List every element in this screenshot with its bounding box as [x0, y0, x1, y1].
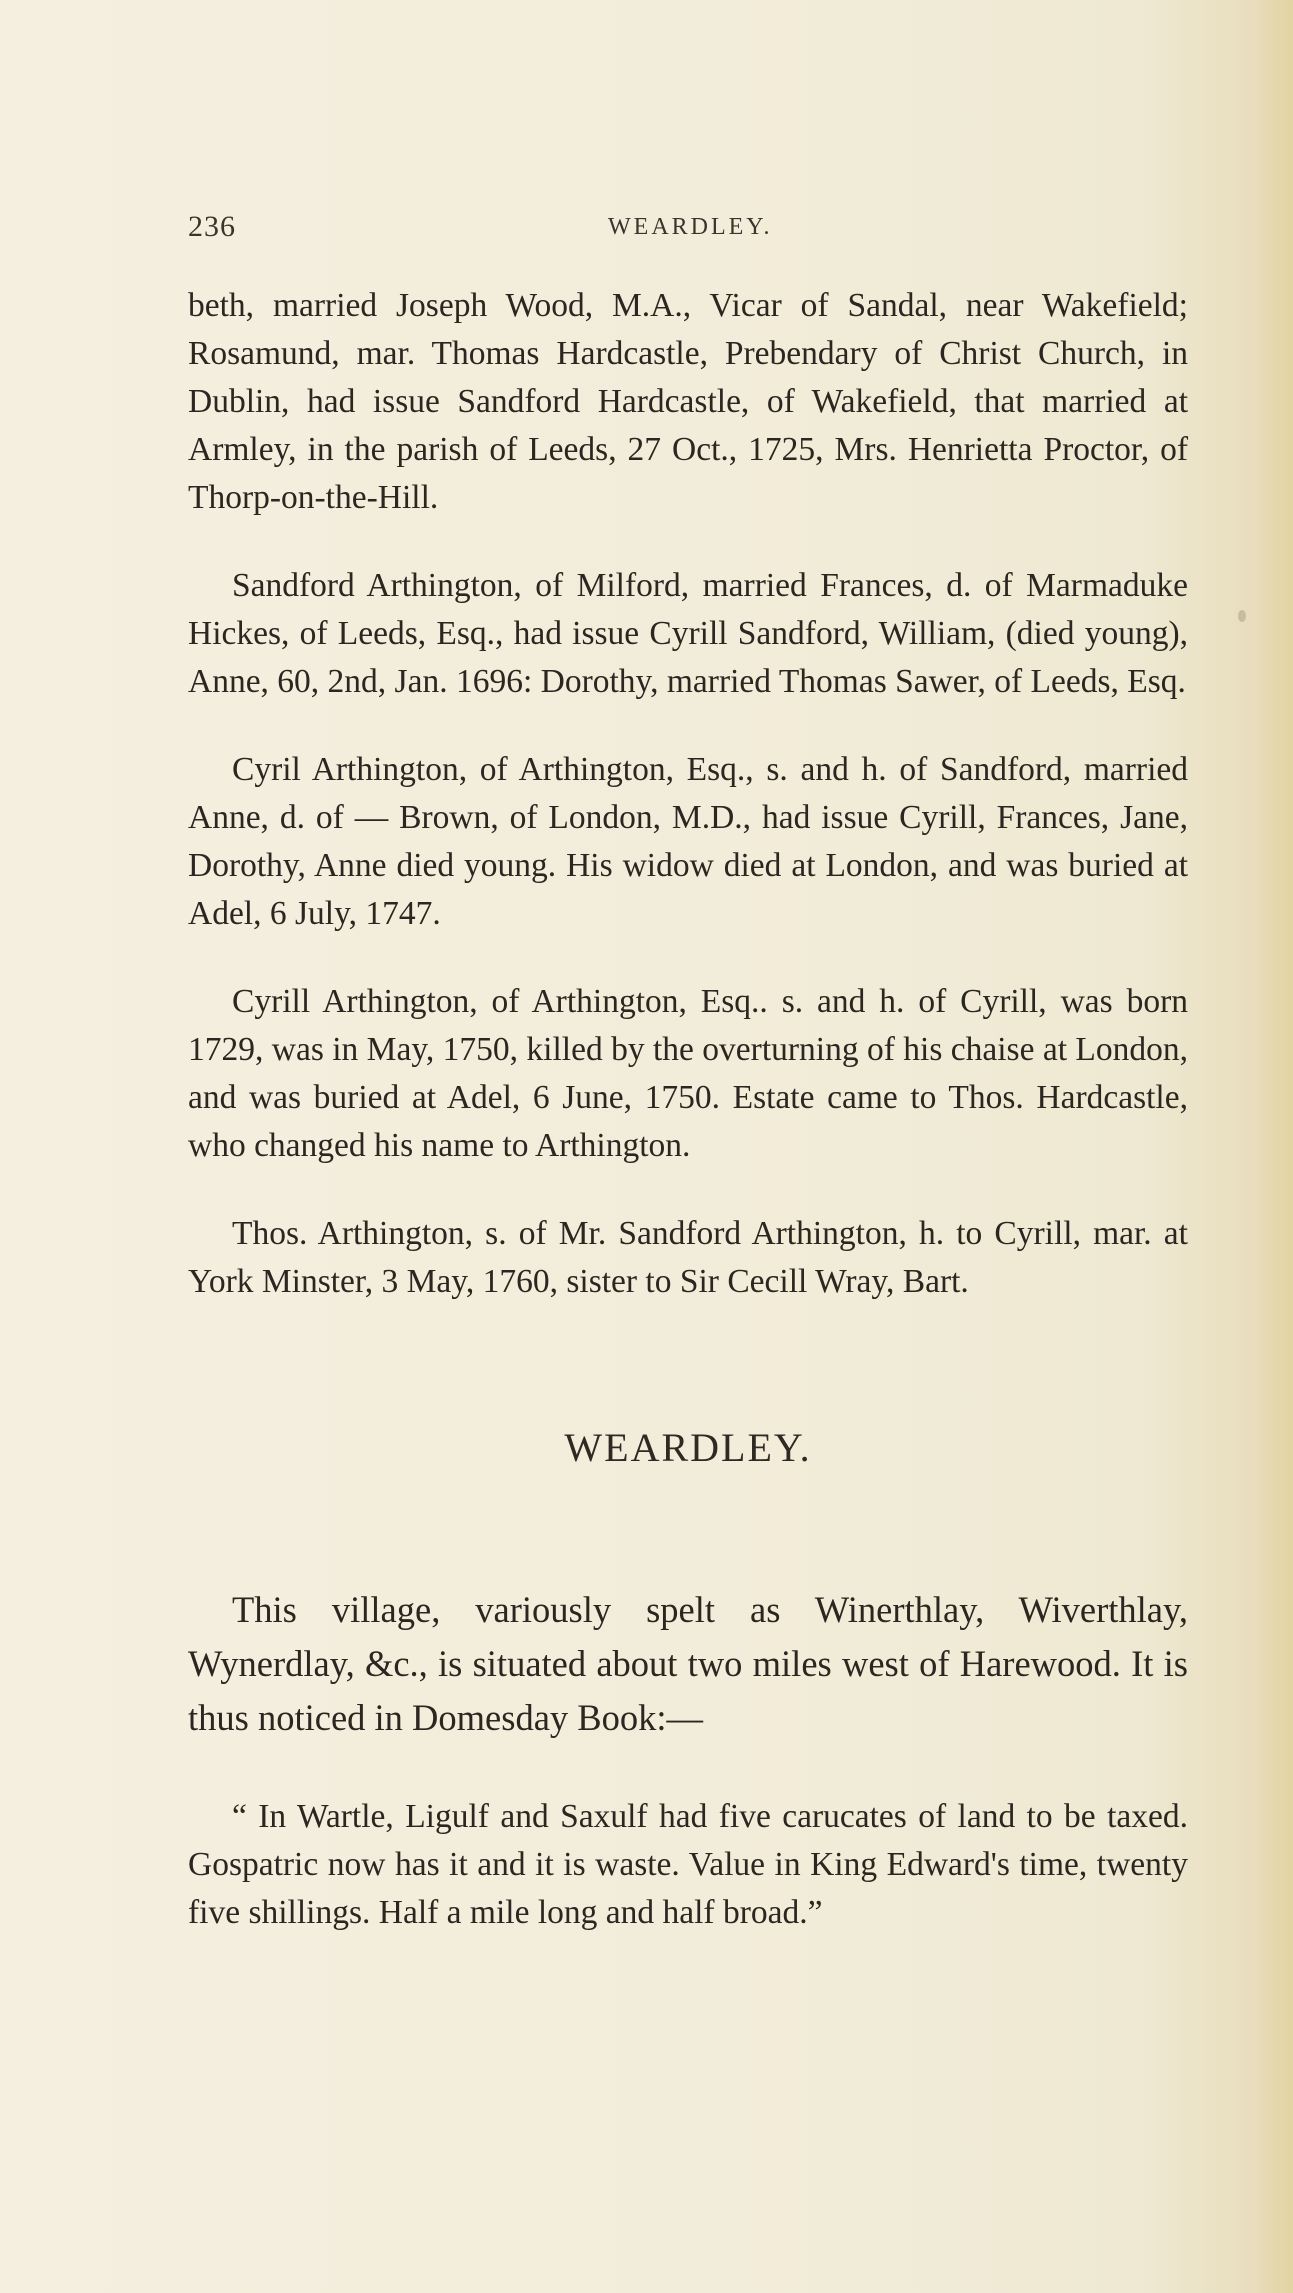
paper-spot: [1238, 610, 1246, 622]
paragraph-cyril-arthington: Cyril Arthington, of Arthington, Esq., s. and h. of Sandford, married Anne, d. of — Brown, of London, M.D., had issue Cyrill, Frances, Jane, Dorothy, Anne died young. His widow died at London, and was buried at Adel, 6 July, 1747.: [188, 751, 1188, 932]
paragraph-thos-arthington: Thos. Arthington, s. of Mr. Sandford Arthington, h. to Cyrill, mar. at York Minster, 3 May, 1760, sister to Sir Cecill Wray, Bart.: [188, 1215, 1188, 1300]
paragraph-cyrill-arthington: Cyrill Arthington, of Arthington, Esq.. s. and h. of Cyrill, was born 1729, was in May, 1750, killed by the overturning of his chaise at London, and was buried at Adel, 6 June, 1750. Estate came to Thos. Hardcastle, who changed his name to Arthington.: [188, 983, 1188, 1164]
paragraph-continuation: beth, married Joseph Wood, M.A., Vicar of Sandal, near Wakefield; Rosamund, mar. Thomas Hardcastle, Prebendary of Christ Church, in Dublin, had issue Sandford Hardcastle, of Wakefield, that married at Armley, in the parish of Leeds, 27 Oct., 1725, Mrs. Henrietta Proctor, of Thorp-on-the-Hill.: [188, 287, 1188, 516]
domesday-quote: “ In Wartle, Ligulf and Saxulf had five carucates of land to be taxed. Gospatric now has it and it is waste. Value in King Edward's time, twenty five shillings. Half a mile long and half broad.”: [188, 1798, 1188, 1931]
running-title: WEARDLEY.: [608, 214, 773, 240]
section-intro-paragraph: This village, variously spelt as Winerthlay, Wiverthlay, Wynerdlay, &c., is situated about two miles west of Harewood. It is thus noticed in Domesday Book:—: [188, 1589, 1188, 1738]
page-edge-shadow: [1257, 0, 1293, 2293]
paragraph-sandford-arthington: Sandford Arthington, of Milford, married Frances, d. of Marmaduke Hickes, of Leeds, Esq., had issue Cyrill Sandford, William, (died young), Anne, 60, 2nd, Jan. 1696: Dorothy, married Thomas Sawer, of Leeds, Esq.: [188, 567, 1188, 700]
section-heading: WEARDLEY.: [564, 1425, 812, 1470]
page-number: 236: [188, 210, 236, 243]
running-head: [188, 210, 1178, 250]
body-text: [188, 282, 1188, 1977]
